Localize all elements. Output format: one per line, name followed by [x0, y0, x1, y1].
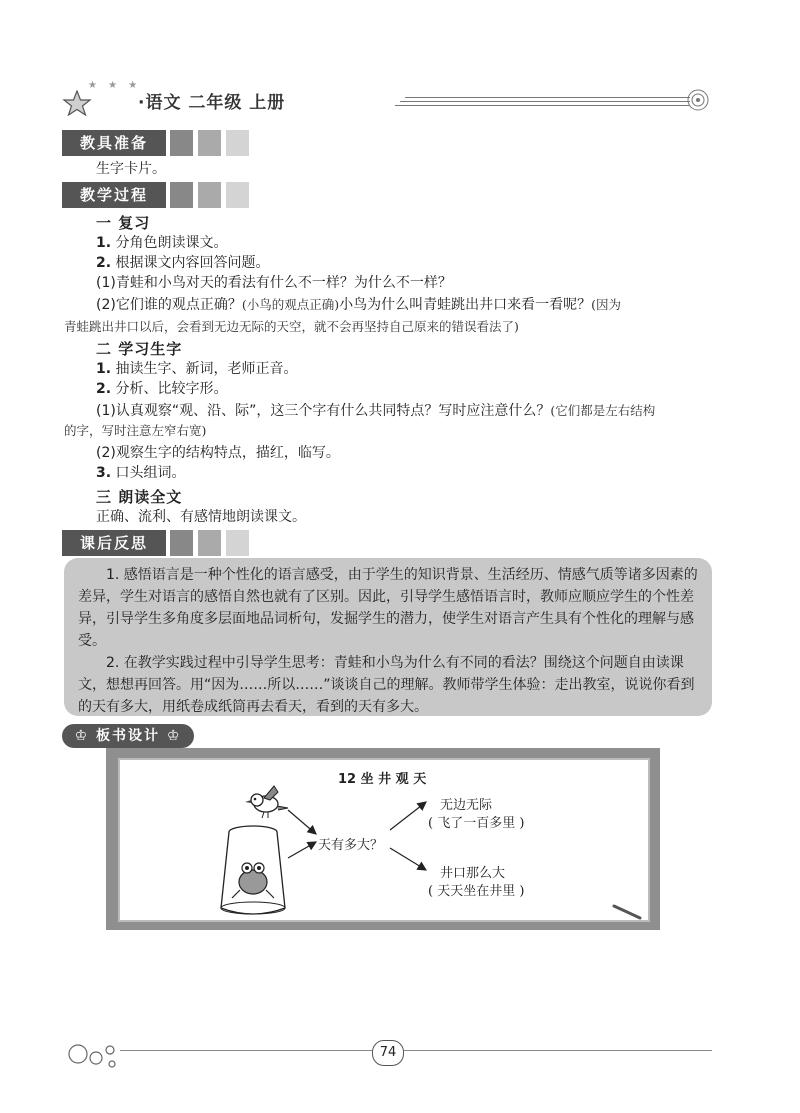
part1-item1: 1. 分角色朗读课文。 [96, 235, 228, 251]
section-label-tools: 教具准备 [62, 130, 166, 156]
part1-question1: (1)青蛙和小鸟对天的看法有什么不一样？为什么不一样？ [96, 275, 452, 291]
chalk-icon [612, 904, 642, 920]
well-frog-icon [218, 824, 288, 916]
part2-sub1-line1: (1)认真观察“观、沿、际”，这三个字有什么共同特点？写时应注意什么？(它们都是左右结构 [96, 403, 656, 419]
board-center-question: 天有多大？ [318, 838, 384, 853]
part1-heading: 一 复习 [96, 214, 151, 232]
part2-sub2: (2)观察生字的结构特点，描红，临写。 [96, 445, 340, 461]
board-title: 12 坐 井 观 天 [338, 772, 427, 787]
board-bottom-right-2: ( 天天坐在井里 ) [428, 884, 525, 899]
section-squares [170, 530, 249, 556]
reflection-box [64, 558, 712, 716]
part1-item2: 2. 根据课文内容回答问题。 [96, 255, 270, 271]
reflection-paragraph-1: 1. 感悟语言是一种个性化的语言感受，由于学生的知识背景、生活经历、情感气质等诸多因素的差异，学生对语言的感悟自然也就有了区别。因此，引导学生感悟语言时，教师应顺应学生的个性差异，引导学生多角度多层面地品词析句，发掘学生的潜力，使学生对语言产生具有个性化的理解与感受。 [78, 567, 698, 649]
part1-question2-line1: (2)它们谁的观点正确？(小鸟的观点正确)小鸟为什么叫青蛙跳出井口来看一看呢？(因为 [96, 297, 621, 313]
spiral-decor-icon [686, 88, 710, 112]
part2-item2: 2. 分析、比较字形。 [96, 381, 228, 397]
star-logo-icon [62, 90, 92, 116]
board-bottom-right-1: 井口那么大 [440, 866, 506, 881]
tools-content: 生字卡片。 [96, 161, 166, 177]
page-number: 74 [372, 1040, 404, 1066]
section-label-board: ♔ 板书设计 ♔ [62, 724, 194, 748]
footer-rule [120, 1050, 712, 1051]
part2-sub1-line2: 的字，写时注意左窄右宽) [64, 423, 207, 438]
header-stars: ★ ★ ★ [88, 80, 142, 91]
board-top-right-1: 无边无际 [440, 798, 493, 813]
section-squares [170, 130, 249, 156]
part2-item3: 3. 口头组词。 [96, 465, 186, 481]
header-title: ·语文 二年级 上册 [138, 93, 286, 113]
reflection-paragraph-2: 2. 在教学实践过程中引导学生思考：青蛙和小鸟为什么有不同的看法？围绕这个问题自由读课文，想想再回答。用“因为……所以……”谈谈自己的理解。教师带学生体验：走出教室，说说你看到的天有多大，用纸卷成纸筒再去看天，看到的天有多大。 [78, 655, 695, 715]
header-rule [395, 95, 695, 109]
section-squares [170, 182, 249, 208]
part2-heading: 二 学习生字 [96, 340, 183, 358]
board-top-right-2: ( 飞了一百多里 ) [428, 816, 525, 831]
part2-item1: 1. 抽读生字、新词，老师正音。 [96, 361, 298, 377]
section-label-reflection: 课后反思 [62, 530, 166, 556]
bubbles-decor-icon [66, 1036, 126, 1072]
part3-content: 正确、流利、有感情地朗读课文。 [96, 509, 306, 525]
section-label-process: 教学过程 [62, 182, 166, 208]
part3-heading: 三 朗读全文 [96, 488, 183, 506]
part1-question2-line2: 青蛙跳出井口以后，会看到无边无际的天空，就不会再坚持自己原来的错误看法了) [64, 319, 519, 334]
